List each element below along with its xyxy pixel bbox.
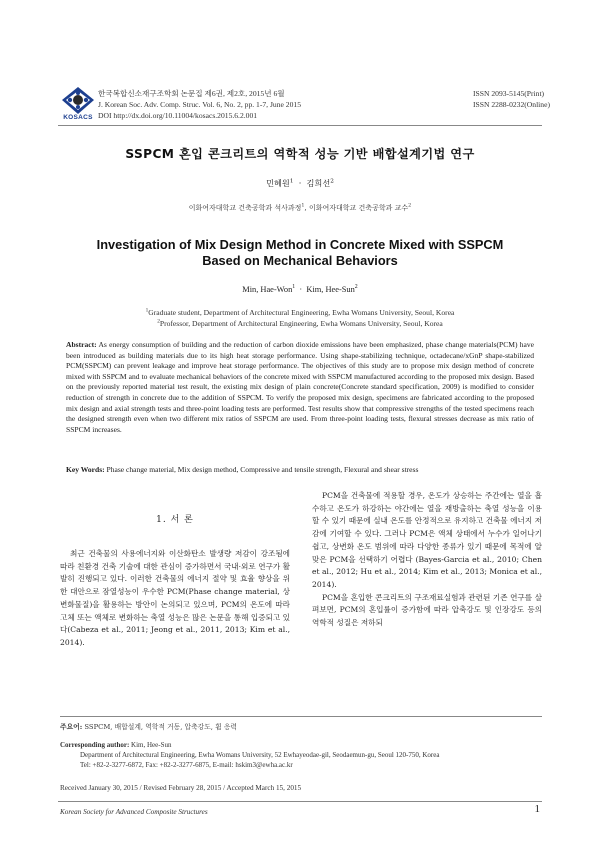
header-divider <box>58 125 542 126</box>
section-heading: 1. 서 론 <box>156 515 194 525</box>
kr-author-separator: · <box>298 178 302 188</box>
right-column <box>312 490 542 630</box>
contact-line: Tel: +82-2-3277-6872, Fax: +82-2-3277-6875, E-mail: hskim3@ewha.ac.kr <box>80 760 293 769</box>
paragraph: 최근 건축물의 사용에너지와 이산화탄소 발생량 저감이 강조됨에 따라 친환경 건축 기술에 대한 관심이 증가하면서 국내·외로 연구가 활발히 진행되고 있다. 이러한 건축물의 에너지 절약 및 효율 향상을 위한 대안으로 잠열성능이 우수한 PCM(Phase change material, 상변화물질)을 활용하는 방안이 논의되고 있으며, PCM의 온도에 따라 고체 또는 액체로 변화하는 축열 성능은 많은 논문을 통해 입증되고 있다(Cabeza et al., 2011; Jeong et al., 2011, 2013; Kim et al., 2014). <box>60 549 290 647</box>
en-author-separator: · <box>299 285 303 294</box>
issn-online: ISSN 2288-0232(Online) <box>473 100 550 109</box>
issn-print: ISSN 2093-5145(Print) <box>473 89 545 98</box>
abstract-text: As energy consumption of building and the reduction of carbon dioxide emissions have been emphasized, phase change materials(PCM) have been introduced as building materials due to its high heat storage performance. Using shape-stabilizing technique, octadecane/xGnP shape-stabilized PCM(SSPCM) can prevent leakage and improve heat storage performance. The objectives of this study are to propose mix design method of concrete mixed with SSPCM and to evaluate mechanical behaviors of the concrete mixed with SSPCM manufactured according to the proposed mix design. Based on the previously reported material test result, the existing mix design of plain concrete(Concrete standard specification, 2009) is modified to consider reduction of strength in concrete due to the addition of SSPCM. To verify the proposed mix design, specimens are fabricated according to the proposed mix design and axial strength tests and three-point loading tests are performed. Test results show that compressive strengths of the tested specimens reach the designed strength even when two different mix ratios of SSPCM are used. From three-point loading tests, flexural stresses decrease as mix ratio of SSPCM increases. <box>66 340 534 434</box>
kosacs-logo-icon <box>60 86 96 116</box>
kr-author-2: 김희선 <box>306 178 331 188</box>
journal-header-right <box>473 88 550 110</box>
journal-name-kr: 한국복합신소재구조학회 논문집 제6권, 제2호, 2015년 6월 <box>98 89 285 98</box>
keywords-text: Phase change material, Mix design method, Compressive and tensile strength, Flexural and shear stress <box>104 465 419 474</box>
kr-author-1: 민혜원 <box>266 178 290 188</box>
doi-line[interactable]: DOI http://dx.doi.org/10.11004/kosacs.2015.6.2.001 <box>98 111 258 120</box>
journal-header-left <box>98 88 301 121</box>
journal-name-en: J. Korean Soc. Adv. Comp. Struc. Vol. 6, No. 2, pp. 1-7, June 2015 <box>98 100 301 109</box>
korean-title: SSPCM 혼입 콘크리트의 역학적 성능 기반 배합설계기법 연구 <box>125 147 475 161</box>
en-author-2: Kim, Hee-Sun <box>306 285 355 294</box>
footer-divider <box>58 801 542 802</box>
korean-affiliations: 이화여자대학교 건축공학과 석사과정$^1$, 이화여자대학교 건축공학과 교수$^2$ <box>188 202 412 212</box>
paragraph: PCM을 혼입한 콘크리트의 구조재료실험과 관련된 기존 연구를 살펴보면, PCM의 혼입률이 증가함에 따라 압축강도 및 인장강도 등의 역학적 성질은 저하되 <box>312 592 542 628</box>
left-column <box>60 548 290 650</box>
english-title: Investigation of Mix Design Method in Concrete Mixed with SSPCM Based on Mechanical Behaviors <box>96 237 504 268</box>
keywords <box>66 465 534 476</box>
english-authors: Min, Hae-Won$^1$ · Kim, Hee-Sun$^2$ <box>242 284 358 294</box>
footnote-divider <box>60 716 542 717</box>
abstract-label: Abstract: <box>66 340 97 349</box>
logo-text: KOSACS <box>63 114 93 121</box>
korean-authors: 민혜원$^1$ · 김희선$^2$ <box>266 178 334 188</box>
korean-keywords: 주요어: SSPCM, 배합설계, 역학적 거동, 압축강도, 휨 응력 <box>60 723 237 731</box>
footer-journal-name: Korean Society for Advanced Composite Structures <box>60 808 208 816</box>
english-affiliations: $^1$Graduate student, Department of Architectural Engineering, Ewha Womans University, Seoul, Korea $^2$Professor, Department of Architectural Engineering, Ewha Womans University, Seoul, Korea <box>145 307 455 328</box>
keywords-label: Key Words: <box>66 465 105 474</box>
received-dates: Received January 30, 2015 / Revised February 28, 2015 / Accepted March 15, 2015 <box>60 784 302 792</box>
paragraph: PCM을 건축물에 적용할 경우, 온도가 상승하는 주간에는 열을 흡수하고 온도가 하강하는 야간에는 열을 재방출하는 축열 성능을 이용할 수 있기 때문에 실내 온도를 안정적으로 유지하고 건축물 에너지 저감에 기여할 수 있다. 그러나 PCM은 액체 상태에서 누수가 일어나기 쉽고, 상변화 온도 범위에 따라 다양한 종류가 있기 때문에 목적에 알맞은 PCM을 선택하기 어렵다 (Bayes-Garcia et al., 2010; Chen et al., 2012; Hu et al., 2014; Kim et al., 2013; Monica et al., 2014). <box>312 491 542 589</box>
corresponding-author: Corresponding author: Kim, Hee-Sun Department of Architectural Engineering, Ewha Womans University, 52 Ewhayeodae-gil, Seodaemun-gu, Seoul 120-750, Korea Tel: +82-2-3277-6872, Fax: +82-2-3277-6875, E-mail: hskim3@ewha.ac.kr <box>60 741 542 770</box>
en-author-1: Min, Hae-Won <box>242 285 293 294</box>
abstract <box>66 340 534 435</box>
page-number: 1 <box>534 803 540 815</box>
